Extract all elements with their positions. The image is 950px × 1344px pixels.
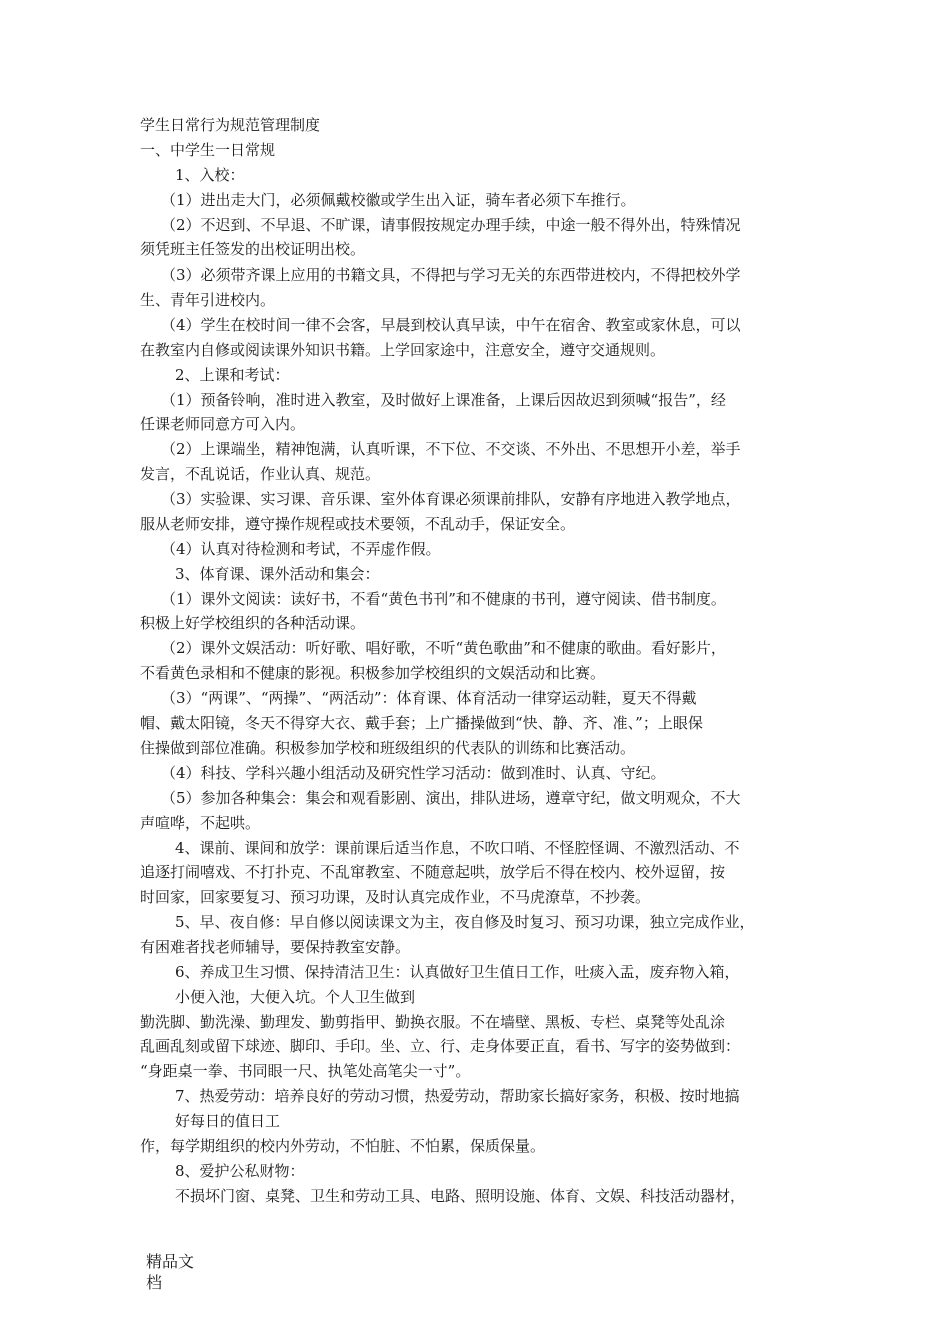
paragraph-line: 好每日的值日工 <box>175 1112 281 1130</box>
paragraph-line: 声喧哗，不起哄。 <box>140 814 261 832</box>
paragraph-line: 积极上好学校组织的各种活动课。 <box>140 614 366 632</box>
paragraph-line: （1）预备铃响，准时进入教室，及时做好上课准备，上课后因故迟到须喊“报告”，经 <box>161 391 726 409</box>
paragraph-line: 不损坏门窗、桌凳、卫生和劳动工具、电路、照明设施、体育、文娱、科技活动器材， <box>175 1187 746 1205</box>
paragraph-line: 住操做到部位准确。积极参加学校和班级组织的代表队的训练和比赛活动。 <box>140 739 636 757</box>
paragraph-line: 6、养成卫生习惯、保持清洁卫生：认真做好卫生值日工作，吐痰入盂，废弃物入箱， <box>175 963 740 981</box>
paragraph-line: “身距桌一拳、书同眼一尺、执笔处高笔尖一寸”。 <box>140 1062 471 1080</box>
paragraph-line: 乱画乱刻或留下球迹、脚印、手印。坐、立、行、走身体要正直，看书、写字的姿势做到： <box>140 1037 741 1055</box>
paragraph-line: 不看黄色录相和不健康的影视。积极参加学校组织的文娱活动和比赛。 <box>140 664 606 682</box>
watermark-line: 精品文 <box>146 1252 195 1271</box>
section-heading: 一、中学生一日常规 <box>140 141 276 159</box>
paragraph-line: 追逐打闹嘻戏、不打扑克、不乱窜教室、不随意起哄，放学后不得在校内、校外逗留，按 <box>140 863 726 881</box>
paragraph-line: 时回家，回家要复习、预习功课，及时认真完成作业，不马虎潦草，不抄袭。 <box>140 888 651 906</box>
paragraph-line: （5）参加各种集会：集会和观看影剧、演出，排队进场，遵章守纪，做文明观众，不大 <box>161 789 741 807</box>
paragraph-line: （4）认真对待检测和考试，不弄虚作假。 <box>161 540 441 558</box>
subsection-heading: 3、体育课、课外活动和集会： <box>175 565 380 583</box>
paragraph-line: 有困难者找老师辅导，要保持教室安静。 <box>140 938 411 956</box>
paragraph-line: （4）科技、学科兴趣小组活动及研究性学习活动：做到准时、认真、守纪。 <box>161 764 666 782</box>
paragraph-line: 在教室内自修或阅读课外知识书籍。上学回家途中，注意安全，遵守交通规则。 <box>140 341 666 359</box>
paragraph-line: （3）必须带齐课上应用的书籍文具，不得把与学习无关的东西带进校内，不得把校外学 <box>161 266 741 284</box>
paragraph-line: （3）“两课”、“两操”、“两活动”：体育课、体育活动一律穿运动鞋，夏天不得戴 <box>161 689 697 707</box>
paragraph-line: （4）学生在校时间一律不会客，早晨到校认真早读，中午在宿舍、教室或家休息，可以 <box>161 316 741 334</box>
paragraph-line: 帽、戴太阳镜，冬天不得穿大衣、戴手套；上广播操做到“快、静、齐、准、”；上眼保 <box>140 714 703 732</box>
paragraph-line: （2）不迟到、不早退、不旷课，请事假按规定办理手续，中途一般不得外出，特殊情况 <box>161 216 741 234</box>
paragraph-line: 勤洗脚、勤洗澡、勤理发、勤剪指甲、勤换衣服。不在墙壁、黑板、专栏、桌凳等处乱涂 <box>140 1013 726 1031</box>
paragraph-line: 须凭班主任签发的出校证明出校。 <box>140 240 366 258</box>
paragraph-line: 作，每学期组织的校内外劳动，不怕脏、不怕累，保质保量。 <box>140 1137 546 1155</box>
paragraph-line: 5、早、夜自修：早自修以阅读课文为主，夜自修及时复习、预习功课，独立完成作业， <box>175 913 755 931</box>
subsection-heading: 1、入校： <box>175 166 245 184</box>
paragraph-line: 小便入池，大便入坑。个人卫生做到 <box>175 988 416 1006</box>
paragraph-line: （2）课外文娱活动：听好歌、唱好歌，不听“黄色歌曲”和不健康的歌曲。看好影片， <box>161 639 726 657</box>
paragraph-line: （1）进出走大门，必须佩戴校徽或学生出入证，骑车者必须下车推行。 <box>161 191 636 209</box>
paragraph-line: 7、热爱劳动：培养良好的劳动习惯，热爱劳动，帮助家长搞好家务，积极、按时地搞 <box>175 1087 740 1105</box>
paragraph-line: 服从老师安排，遵守操作规程或技术要领，不乱动手，保证安全。 <box>140 515 576 533</box>
subsection-heading: 2、上课和考试： <box>175 366 290 384</box>
paragraph-line: 任课老师同意方可入内。 <box>140 415 306 433</box>
paragraph-line: 4、课前、课间和放学：课前课后适当作息，不吹口哨、不怪腔怪调、不激烈活动、不 <box>175 839 740 857</box>
paragraph-line: （1）课外文阅读：读好书，不看“黄色书刊”和不健康的书刊，遵守阅读、借书制度。 <box>161 590 726 608</box>
document-title: 学生日常行为规范管理制度 <box>140 116 321 134</box>
paragraph-line: 生、青年引进校内。 <box>140 291 276 309</box>
paragraph-line: 发言，不乱说话，作业认真、规范。 <box>140 465 381 483</box>
watermark-line: 档 <box>146 1273 163 1292</box>
subsection-heading: 8、爱护公私财物： <box>175 1162 305 1180</box>
paragraph-line: （3）实验课、实习课、音乐课、室外体育课必须课前排队，安静有序地进入教学地点， <box>161 490 741 508</box>
paragraph-line: （2）上课端坐，精神饱满，认真听课，不下位、不交谈、不外出、不思想开小差，举手 <box>161 440 741 458</box>
